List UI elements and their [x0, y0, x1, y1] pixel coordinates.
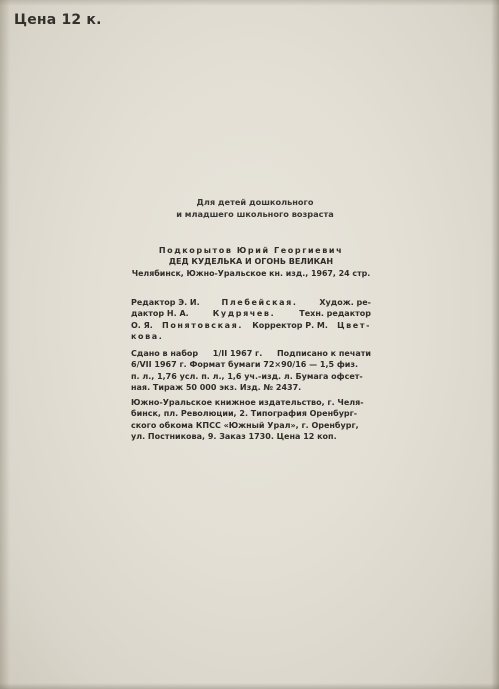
audience-line-2: и младшего школьного возраста	[176, 209, 334, 219]
editors-line-1b: Плебейская.	[221, 298, 298, 307]
editors-line-1	[131, 297, 371, 308]
editors-line-3d: Цвет-	[337, 320, 371, 330]
publisher-block	[131, 397, 371, 443]
book-title: ДЕД КУДЕЛЬКА И ОГОНЬ ВЕЛИКАН	[168, 257, 334, 267]
audience-note	[120, 196, 390, 220]
publisher-line-3: ского обкома КПСС «Южный Урал», г. Оренбург,	[131, 420, 359, 430]
editors-line-3b: Понятовская.	[162, 320, 244, 330]
editors-line-2	[131, 308, 371, 319]
publisher-line-2: бинск, пл. Революции, 2. Типография Оренбург-	[131, 409, 358, 419]
price-stamp: Цена 12 к.	[14, 12, 102, 28]
printing-line-3: п. л., 1,76 усл. п. л., 1,6 уч.-изд. л. Бумага офсет-	[131, 371, 363, 381]
author-block	[131, 245, 371, 279]
page-edge-left	[0, 0, 10, 689]
printing-line-2: 6/VII 1967 г. Формат бумаги 72×90/16 — 1,5 физ.	[131, 360, 359, 370]
book-imprint: Челябинск, Южно-Уральское кн. изд., 1967, 24 стр.	[131, 268, 371, 278]
publisher-line-4: ул. Постникова, 9. Заказ 1730. Цена 12 коп.	[131, 432, 337, 442]
printing-line-1c: Подписано к печати	[276, 349, 371, 358]
audience-line-1: Для детей дошкольного	[196, 197, 314, 207]
printing-line-1b: 1/II 1967 г.	[212, 349, 263, 358]
printing-line-4: ная. Тираж 50 000 экз. Изд. № 2437.	[131, 383, 302, 393]
printing-block	[131, 348, 371, 394]
editors-line-2c: Техн. редактор	[299, 309, 371, 319]
editors-block	[131, 297, 371, 343]
author-name: Подкорытов Юрий Георгиевич	[158, 246, 344, 255]
editors-line-2a: дактор Н. А.	[131, 309, 189, 319]
editors-line-1c: Худож. ре-	[319, 298, 371, 307]
publisher-line-1: Южно-Уральское книжное издательство, г. Челя-	[131, 398, 364, 407]
editors-line-2b: Кудрячев.	[212, 309, 276, 319]
printing-line-1a: Сдано в набор	[131, 349, 199, 358]
editors-line-3c: Корректор Р. М.	[252, 320, 328, 330]
page-edge-right	[491, 0, 499, 689]
page-edge-bottom	[0, 683, 499, 689]
editors-line-3	[131, 320, 371, 331]
editors-line-4: кова.	[131, 332, 164, 342]
page-edge-top	[0, 0, 499, 6]
printing-line-1	[131, 348, 371, 359]
editors-line-1a: Редактор Э. И.	[131, 298, 200, 307]
editors-line-3a: О. Я.	[131, 320, 153, 330]
